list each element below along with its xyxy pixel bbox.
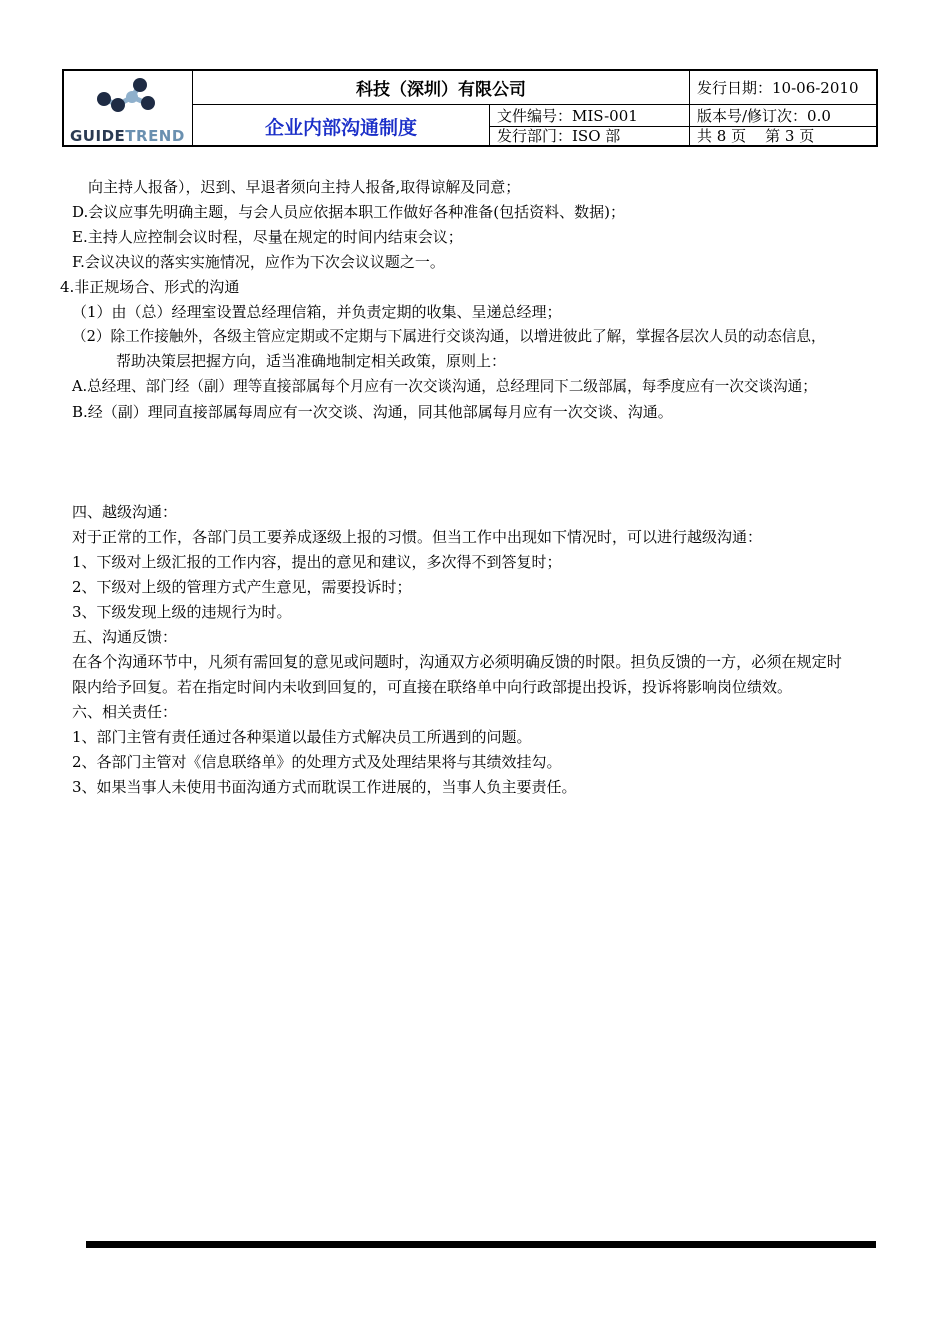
section-heading: 四、越级沟通： bbox=[72, 503, 178, 521]
body-line: A.总经理、部门经（副）理等直接部属每个月应有一次交谈沟通，总经理同下二级部属，每季度应有一次交谈沟通； bbox=[72, 378, 817, 395]
section-heading: 4.非正规场合、形式的沟通 bbox=[60, 278, 240, 296]
section-heading: 六、相关责任： bbox=[72, 703, 178, 721]
list-item: 1、部门主管有责任通过各种渠道以最佳方式解决员工所遇到的问题。 bbox=[72, 728, 532, 746]
body-line: B.经（副）理同直接部属每周应有一次交谈、沟通，同其他部属每月应有一次交谈、沟通。 bbox=[72, 403, 673, 421]
list-item: 1、下级对上级汇报的工作内容，提出的意见和建议，多次得不到答复时； bbox=[72, 553, 562, 571]
logo-wordmark: GUIDETREND bbox=[70, 127, 185, 145]
footer-rule bbox=[86, 1241, 876, 1248]
issue-date: 发行日期：10-06-2010 bbox=[697, 79, 859, 97]
body-line: F.会议决议的落实实施情况，应作为下次会议议题之一。 bbox=[72, 253, 445, 271]
body-line: 帮助决策层把握方向，适当准确地制定相关政策，原则上： bbox=[116, 352, 507, 370]
list-item: 2、下级对上级的管理方式产生意见，需要投诉时； bbox=[72, 578, 412, 596]
issuing-department: 发行部门：ISO 部 bbox=[497, 127, 621, 145]
body-line: 限内给予回复。若在指定时间内未收到回复的，可直接在联络单中向行政部提出投诉，投诉将影响岗位绩效。 bbox=[72, 678, 793, 696]
document-header bbox=[62, 69, 878, 147]
document-title: 企业内部沟通制度 bbox=[264, 116, 417, 139]
list-item: 3、如果当事人未使用书面沟通方式而耽误工作进展的，当事人负主要责任。 bbox=[72, 778, 577, 796]
document-number: 文件编号：MIS-001 bbox=[497, 107, 638, 125]
list-item: 2、各部门主管对《信息联络单》的处理方式及处理结果将与其绩效挂勾。 bbox=[72, 753, 562, 771]
body-line: （2）除工作接触外，各级主管应定期或不定期与下属进行交谈沟通，以增进彼此了解，掌握各层次人员的动态信息， bbox=[72, 328, 826, 345]
section-heading: 五、沟通反馈： bbox=[72, 628, 178, 646]
page-indicator: 共 8 页 第 3 页 bbox=[697, 127, 815, 145]
body-line: 对于正常的工作，各部门员工要养成逐级上报的习惯。但当工作中出现如下情况时，可以进行越级沟通： bbox=[72, 528, 763, 546]
body-line: 向主持人报备），迟到、早退者须向主持人报备,取得谅解及同意； bbox=[88, 178, 521, 196]
body-line: E.主持人应控制会议时程，尽量在规定的时间内结束会议； bbox=[72, 228, 463, 246]
body-line: （1）由（总）经理室设置总经理信箱，并负责定期的收集、呈递总经理； bbox=[72, 303, 562, 321]
version-number: 版本号/修订次：0.0 bbox=[697, 107, 831, 125]
body-line: D.会议应事先明确主题，与会人员应依据本职工作做好各种准备(包括资料、数据)； bbox=[72, 203, 625, 221]
list-item: 3、下级发现上级的违规行为时。 bbox=[72, 603, 292, 621]
company-logo bbox=[64, 71, 192, 147]
body-line: 在各个沟通环节中，凡须有需回复的意见或问题时，沟通双方必须明确反馈的时限。担负反馈的一方，必须在规定时 bbox=[72, 653, 842, 671]
molecule-logo-icon bbox=[64, 71, 192, 127]
company-name: 科技（深圳）有限公司 bbox=[356, 80, 526, 100]
